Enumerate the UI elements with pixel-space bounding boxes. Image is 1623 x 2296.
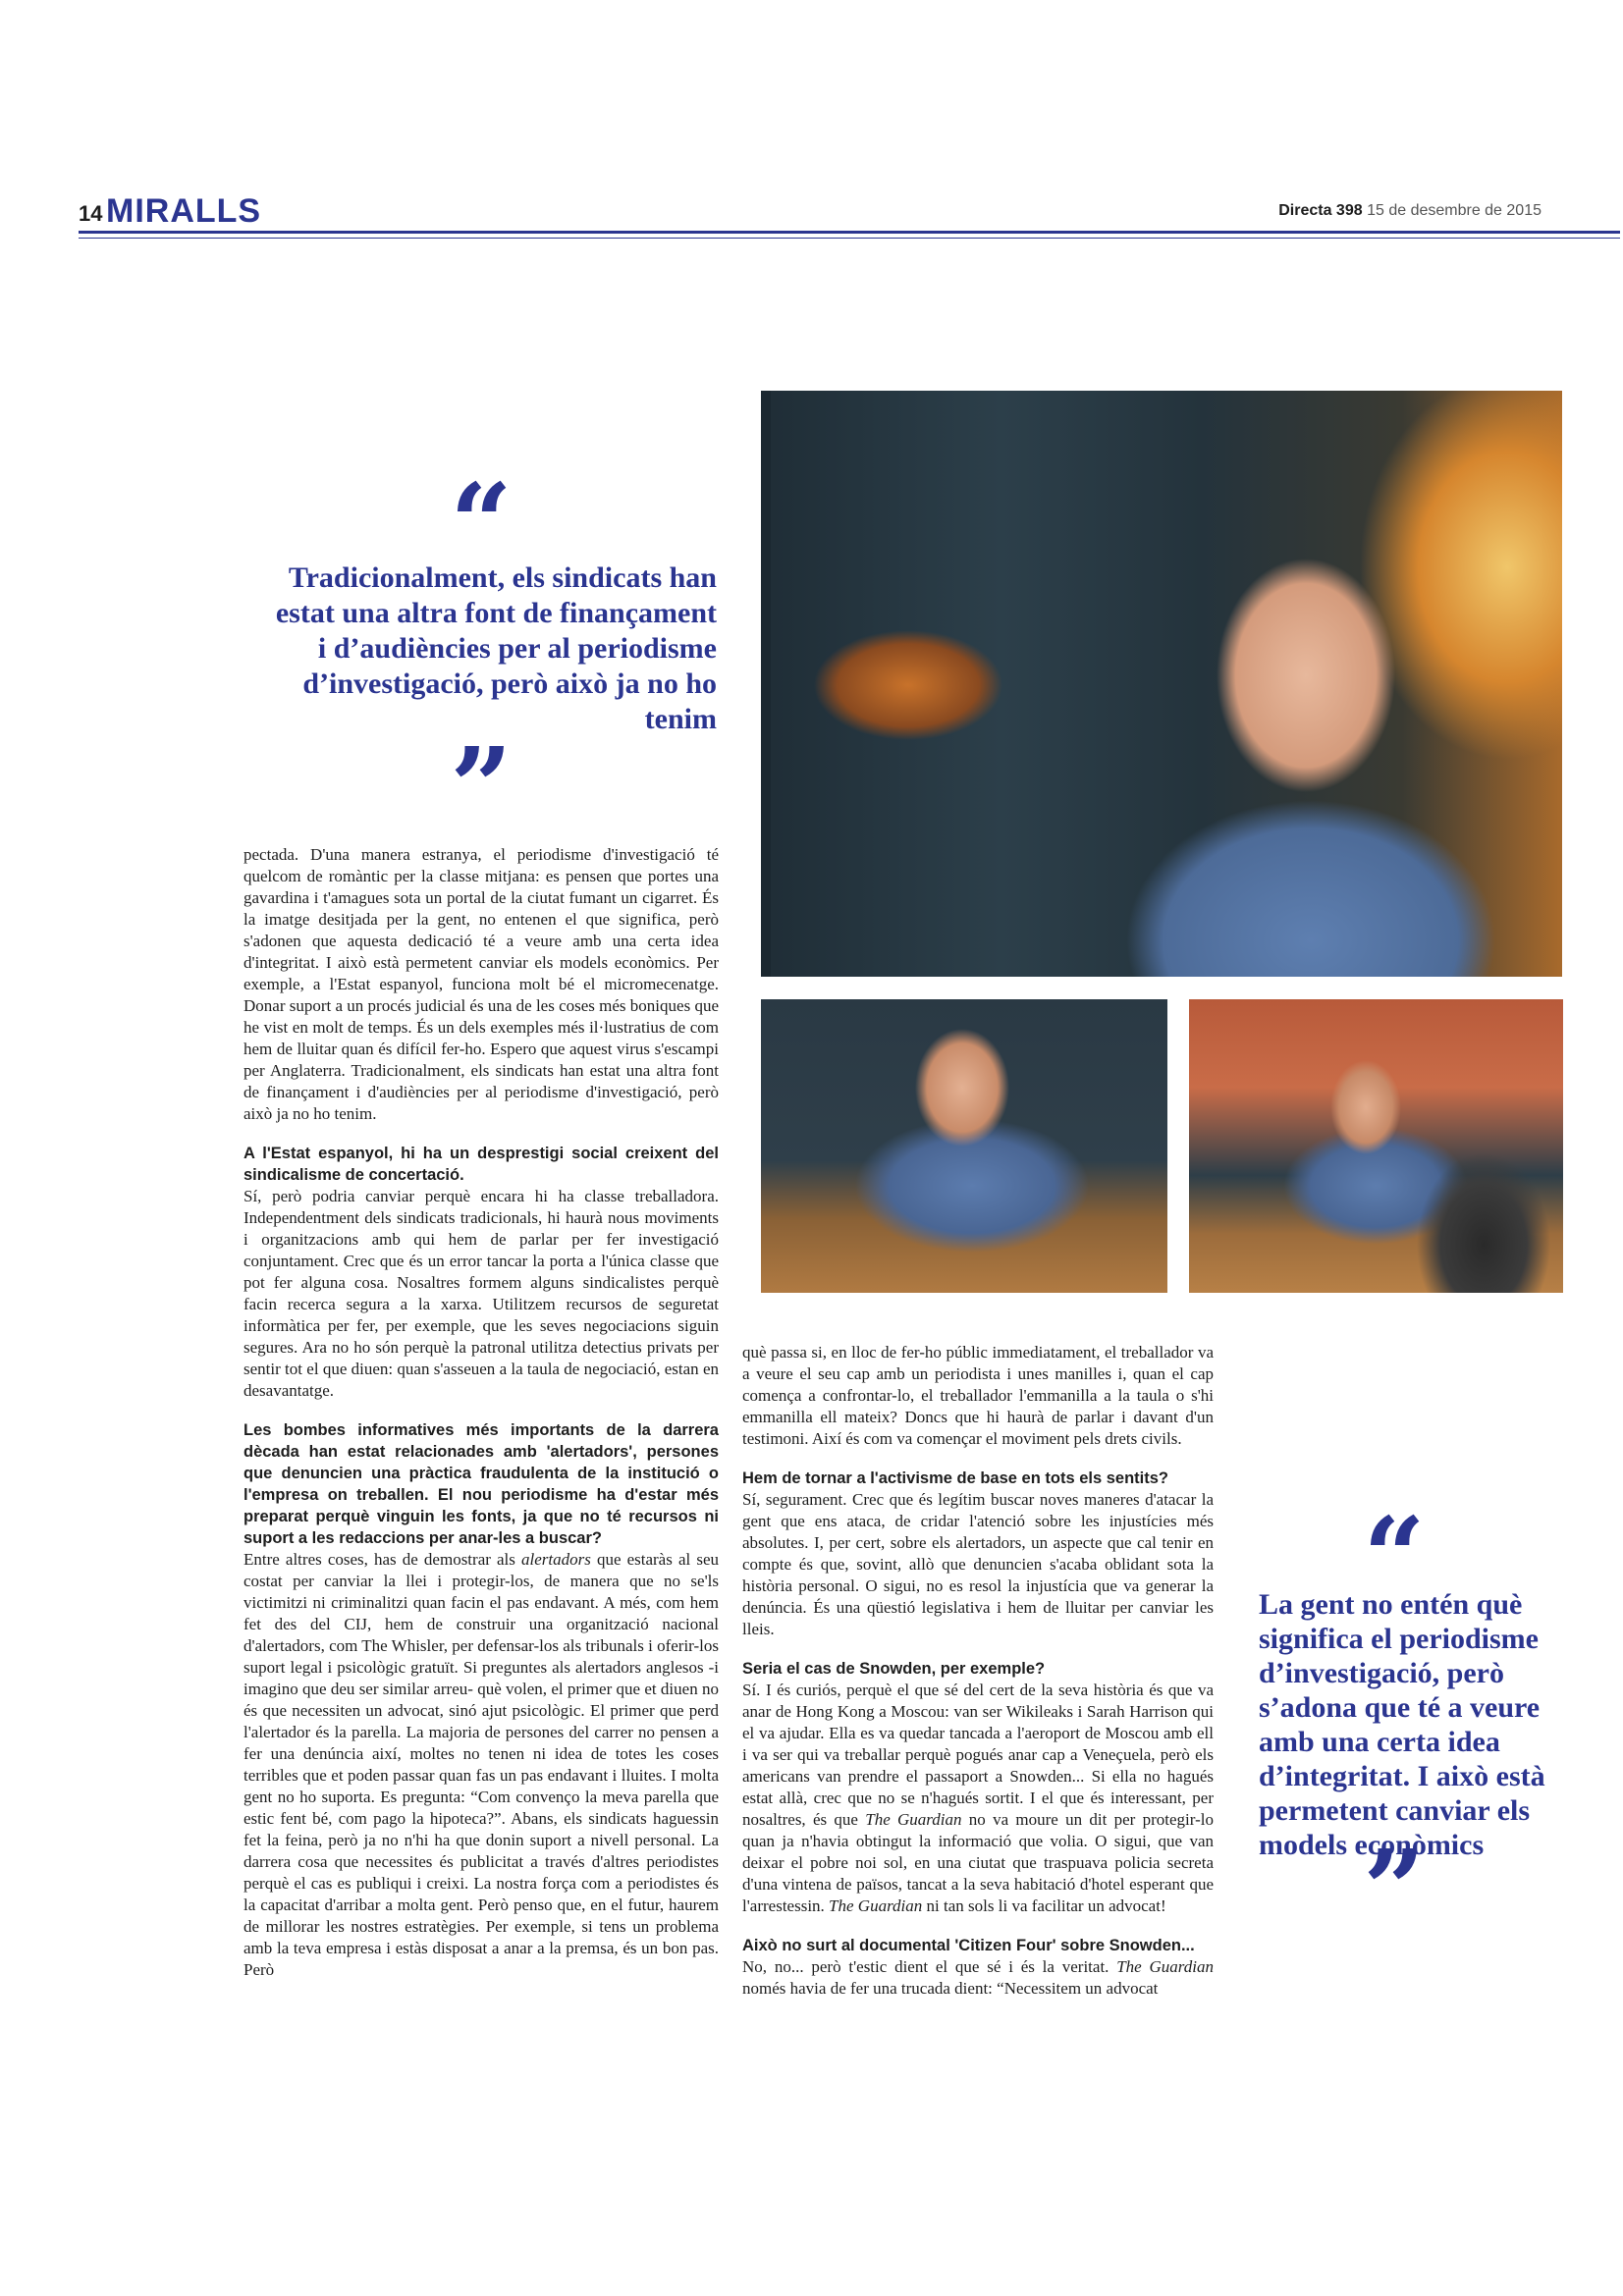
open-quote-mark: “ — [1363, 1493, 1426, 1620]
interview-question: Hem de tornar a l'activisme de base en tots els sentits? — [742, 1469, 1168, 1487]
interview-answer — [742, 1680, 1214, 1917]
interview-question: A l'Estat espanyol, hi ha un desprestigi social creixent del sindicalisme de concertació. — [243, 1145, 719, 1184]
issue-date: 15 de desembre de 2015 — [1367, 202, 1542, 219]
header-rule — [79, 231, 1620, 234]
main-photo — [761, 391, 1562, 977]
emphasis: The Guardian — [1116, 1957, 1214, 1976]
emphasis: alertadors — [521, 1550, 591, 1569]
secondary-photo-right — [1189, 999, 1563, 1293]
interview-answer — [243, 1549, 719, 1981]
interview-answer: Sí, segurament. Crec que és legítim buscar noves maneres d'atacar la gent que ens ataca, de cridar l'atenció sobre les injustícies més absolutes. I, per cert, sobre els alertadors, un aspecte que cal tenir en compte és que, sovint, allò que denuncien s'acaba oblidant sota la història personal. O sigui, no es resol la injustícia que va generar la denúncia. És una qüestió legislativa i hem de lluitar per canviar les lleis. — [742, 1490, 1214, 1638]
bookshelf-edge — [761, 391, 771, 977]
close-quote-mark: ” — [450, 723, 513, 850]
article-column-2 — [742, 1342, 1214, 2000]
emphasis: The Guardian — [865, 1810, 962, 1829]
secondary-photo-left — [761, 999, 1167, 1293]
paragraph: pectada. D'una manera estranya, el periodisme d'investigació té quelcom de romàntic per la classe mitjana: es pensen que portes una gavardina i t'amagues sota un portal de la ciutat fumant un cigarret. És la imatge desitjada per la gent, no entenen el que significa, però s'adonen que aquesta dedicació té a veure amb una certa idea d'integritat. I això està permetent canviar els models econòmics. Per exemple, a l'Estat espanyol, funciona molt bé el micromecenatge. Donar suport a un procés judicial és una de les coses més boniques que he vist en molt de temps. És un dels exemples més il·lustratius de com hem de lluitar quan és difícil fer-ho. Espero que aquest virus s'escampi per Anglaterra. Tradicionalment, els sindicats han estat una altra font de finançament i d'audiències per al periodisme d'investigació, però això ja no ho tenim. — [243, 845, 719, 1123]
open-quote-mark: “ — [450, 459, 513, 586]
text-run: Sí. I és curiós, perquè el que sé del cert de la seva història és que va anar de Hong Kong a Moscou: van ser Wikileaks i Sarah Harrison qui el va ajudar. Ella es va quedar tancada a l'aeroport de Moscou amb ell i va ser qui va treballar perquè pogués anar cap a Veneçuela, però els americans van prendre el passaport a Snowden... Si ella no hagués estat allà, crec que no se n'hagués sortit. I el que és interessant, per nosaltres, és que — [742, 1681, 1214, 1829]
section-title: MIRALLS — [106, 192, 262, 230]
text-run: ni tan sols li va facilitar un advocat! — [922, 1896, 1166, 1915]
interview-answer: Sí, però podria canviar perquè encara hi ha classe treballadora. Independentment dels sindicats tradicionals, hi haurà nous moviments i organitzacions amb qui hem de parlar per fer investigació conjuntament. Crec que és un error tancar la porta a l'única classe que pot fer alguna cosa. Nosaltres formem alguns sindicalistes perquè facin recerca segura a la xarxa. Utilitzem recursos de seguretat informàtica per fer, per exemple, que les seves negociacions siguin segures. Ara no ho són perquè la patronal utilitza detectius privats per sentir tot el que diuen: quan s'asseuen a la taula de negociació, estan en desavantatge. — [243, 1187, 719, 1400]
page-number: 14 — [79, 201, 103, 226]
close-quote-mark: ” — [1363, 1826, 1426, 1952]
article-column-1 — [243, 844, 719, 1981]
text-run: que estaràs al seu costat per canviar la llei i protegir-los, de manera que no se'ls victimitzi ni criminalitzi quan facin el pas endavant. A més, com hem fet des del CIJ, hem de construir una organització nacional d'alertadors, com The Whisler, per defensar-los als tribunals i oferir-los suport legal i psicològic gratuït. Si preguntes als alertadors anglesos -i imagino que deu ser similar arreu- què volen, el primer que et diuen no és que necessiten un advocat, sinó ajut psicològic. El primer que perd l'alertador és la parella. La majoria de persones del carrer no pensen a fer una denúncia així, moltes no tenen ni idea de totes les coses terribles que et poden passar quan fas un pas endavant i lluites. I molta gent no ho suporta. Es pregunta: “Com convenço la meva parella que estic fent bé, com pago la hipoteca?”. Abans, els sindicats haguessin fet la feina, però ja no n'hi ha que donin suport a nivell personal. La darrera cosa que necessites és publicitat a través d'altres periodistes perquè el cas es publiqui i creixi. La nostra força com a periodistes és la capacitat d'arribar a molta gent. Però penso que, en el futur, haurem de millorar les nostres estratègies. Per exemple, si tens un problema amb la teva empresa i estàs disposat a anar a la premsa, és un bon pas. Però — [243, 1550, 720, 1979]
interview-question: Seria el cas de Snowden, per exemple? — [742, 1660, 1046, 1678]
paragraph: què passa si, en lloc de fer-ho públic immediatament, el treballador va a veure el seu cap amb un periodista i unes manilles i, quan el cap comença a confrontar-lo, el treballador l'emmanilla a la taula o s'hi emmanilla ell mateix? Doncs que hi haurà de parlar i davant d'un testimoni. Així és com va començar el moviment pels drets civils. — [742, 1343, 1214, 1448]
interview-question: Això no surt al documental 'Citizen Four' sobre Snowden... — [742, 1937, 1195, 1954]
interview-question: Les bombes informatives més importants de la darrera dècada han estat relacionades amb 'alertadors', persones que denuncien una pràctica fraudulenta de la institució o l'empresa on treballen. El nou periodisme ha d'estar més preparat perquè vinguin les fonts, ja que no té recursos ni suport a les redaccions per anar-les a buscar? — [243, 1421, 719, 1547]
text-run: només havia de fer una trucada dient: “Necessitem un advocat — [742, 1979, 1159, 1998]
text-run: No, no... però t'estic dient el que sé i és la veritat. — [742, 1957, 1117, 1976]
pull-quote: La gent no entén què significa el periodisme d’investigació, però s’adona que té a veure amb una certa idea d’integritat. I això està permetent canviar els models econòmics — [1259, 1588, 1545, 1861]
issue-info — [1278, 202, 1542, 220]
pull-quote: Tradicionalment, els sindicats han estat una altra font de finançament i d’audiències per al periodisme d’investigació, però això ja no ho tenim — [275, 561, 717, 735]
emphasis: The Guardian — [829, 1896, 923, 1915]
publication-name: Directa 398 — [1278, 202, 1363, 219]
text-run: no va moure un dit per protegir-lo quan ja n'havia obtingut la informació que volia. O sigui, que van deixar el pobre noi sol, en una ciutat que traspuava policia secreta d'una vintena de països, tancat a la seva habitació d'hotel esperant que l'arrestessin. — [742, 1810, 1214, 1915]
interview-answer — [742, 1956, 1214, 2000]
text-run: Entre altres coses, has de demostrar als — [243, 1550, 521, 1569]
header-rule-thin — [79, 238, 1620, 239]
